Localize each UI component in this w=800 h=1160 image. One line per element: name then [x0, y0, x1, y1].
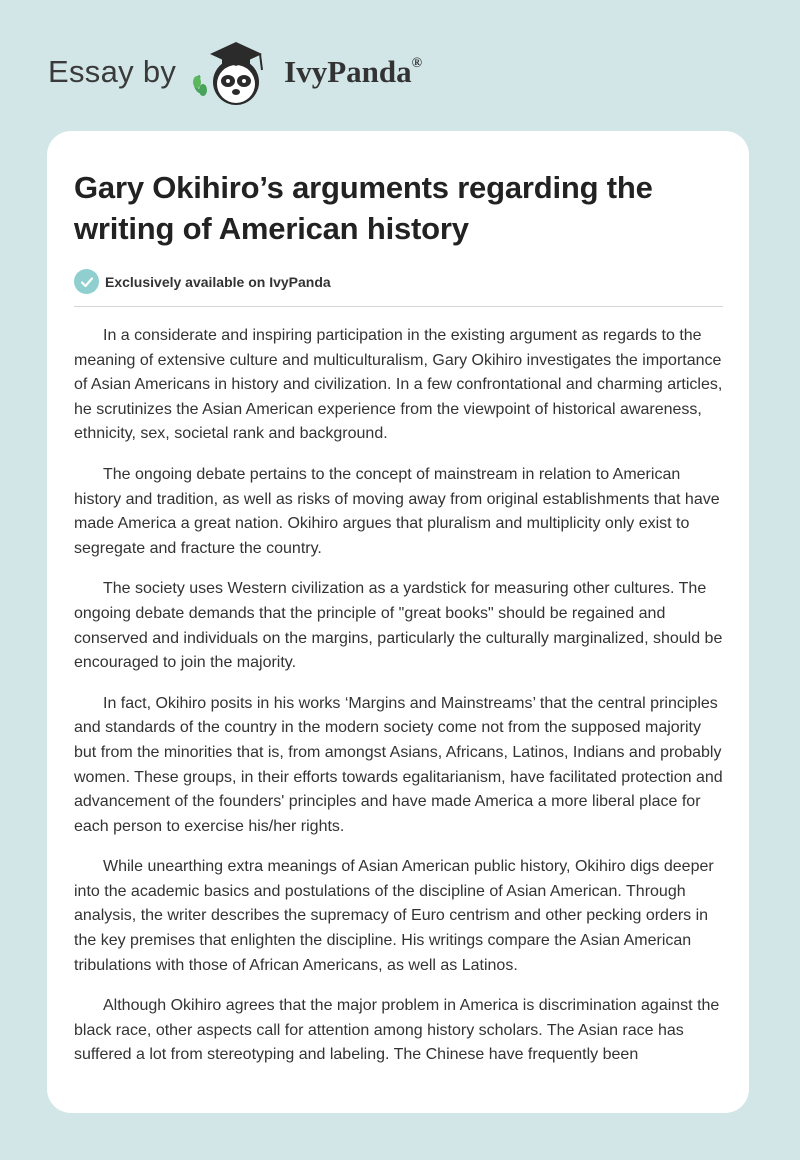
paragraph: Although Okihiro agrees that the major problem in America is discrimination against the black race, other aspects call for attention among history scholars. The Asian race has suffered a lot from stereotyping and labeling. The Chinese have frequently been — [74, 997, 720, 1064]
paragraph: In a considerate and inspiring participation in the existing argument as regards to the meaning of extensive culture and multiculturalism, Gary Okihiro investigates the importance of Asian Americans in history and civilization. In a few confrontational and charming articles, he scrutinizes the Asian American experience from the viewpoint of historical awareness, ethnicity, sex, societal rank and background. — [74, 327, 723, 443]
exclusive-label: Exclusively available on IvyPanda — [105, 273, 331, 290]
paragraph: The society uses Western civilization as a yardstick for measuring other cultures. The ongoing debate demands that the principle of "great books" should be regained and conserved and individuals on the margins, particularly the culturally marginalized, should be encouraged to join the majority. — [74, 580, 723, 672]
panda-logo-icon[interactable] — [190, 36, 282, 108]
paragraph: The ongoing debate pertains to the concept of mainstream in relation to American history and tradition, as well as risks of moving away from original establishments that have made America a great nation. Okihiro argues that pluralism and multiplicity only exist to segregate and fracture the country. — [74, 465, 720, 557]
essay-by-label: Essay by — [48, 54, 177, 89]
essay-card — [47, 131, 749, 1113]
essay-body — [74, 324, 723, 1068]
paragraph: In fact, Okihiro posits in his works ‘Margins and Mainstreams’ that the central principles and standards of the country in the modern society come not from the supposed majority but from the minorities that is, from amongst Asians, Africans, Latinos, Indians and probably women. These groups, in their efforts towards egalitarianism, have facilitated protection and advancement of the founders' principles and have made America a more liberal place for each person to exercise his/her rights. — [74, 694, 723, 835]
registered-mark: ® — [411, 56, 423, 71]
check-circle-icon — [74, 269, 99, 294]
exclusive-badge — [74, 269, 723, 307]
brand-name[interactable]: IvyPanda® — [284, 54, 423, 89]
page-title: Gary Okihiro’s arguments regarding the writing of American history — [74, 170, 653, 246]
site-header — [48, 36, 422, 108]
paragraph: While unearthing extra meanings of Asian American public history, Okihiro digs deeper into the academic basics and postulations of the discipline of Asian American. Through analysis, the writer describes the supremacy of Euro centrism and other pecking orders in the key premises that enlighten the discipline. His writings compare the Asian American tribulations with those of African Americans, as well as Latinos. — [74, 858, 714, 974]
